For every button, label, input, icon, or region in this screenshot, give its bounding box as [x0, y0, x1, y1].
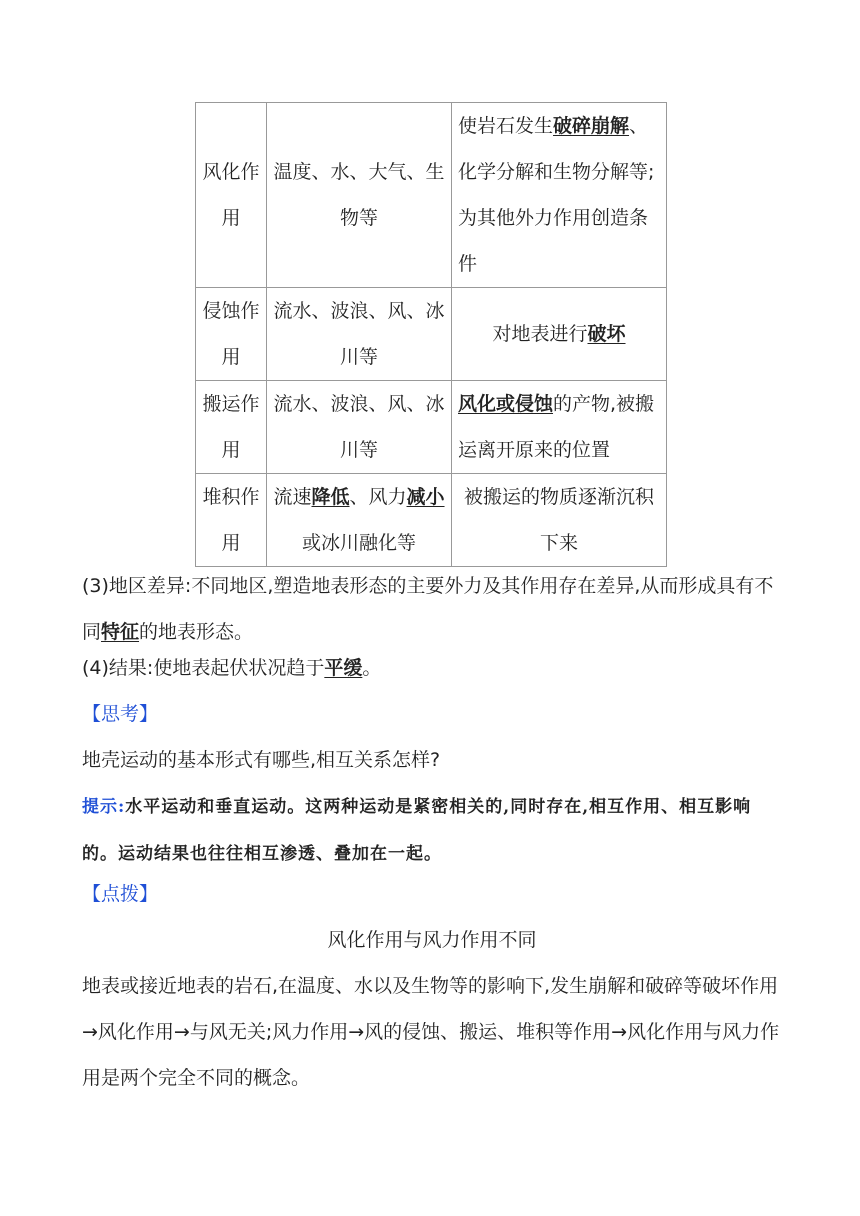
factor-text: 流水、波浪、风、冰川等	[273, 300, 445, 368]
tip-heading: 【点拨】	[82, 883, 159, 905]
cell-effect	[452, 381, 667, 474]
cell-effect	[452, 103, 667, 288]
p4-keyword: 平缓	[324, 657, 363, 679]
p3-text: (3)地区差异:不同地区,塑造地表形态的主要外力及其作用存在差异,从而形成具有不同	[82, 575, 774, 643]
p4-text: (4)结果:使地表起伏状况趋于	[82, 657, 325, 679]
effect-keyword: 风化或侵蚀	[458, 393, 554, 415]
table-row	[196, 381, 667, 474]
cell-process-name: 堆积作用	[196, 474, 267, 567]
cell-process-name: 风化作用	[196, 103, 267, 288]
effect-text: 的产物,被搬运离开原来的位置	[458, 393, 655, 461]
cell-process-name: 侵蚀作用	[196, 288, 267, 381]
p3-text: 的地表形态。	[139, 621, 254, 643]
factor-keyword: 减小	[406, 486, 445, 508]
hint-text: 水平运动和垂直运动。这两种运动是紧密相关的,同时存在,相互作用、相互影响的。运动结果也往往相互渗透、叠加在一起。	[82, 797, 752, 864]
effect-text: 对地表进行	[492, 323, 588, 345]
think-hint	[82, 783, 782, 877]
effect-text: 、化学分解和生物分解等;为其他外力作用创造条件	[458, 115, 655, 275]
table-row	[196, 288, 667, 381]
factor-text: 温度、水、大气、生物等	[273, 161, 445, 229]
external-forces-table	[195, 102, 667, 567]
effect-text: 使岩石发生	[458, 115, 554, 137]
cell-process-name: 搬运作用	[196, 381, 267, 474]
hint-label: 提示:	[82, 797, 126, 817]
table-row	[196, 103, 667, 288]
paragraph-regional-difference	[82, 563, 782, 655]
factor-text: 流水、波浪、风、冰川等	[273, 393, 445, 461]
paragraph-result	[82, 645, 782, 691]
cell-factors	[267, 474, 452, 567]
effect-keyword: 破碎崩解	[553, 115, 630, 137]
tip-title: 风化作用与风力作用不同	[327, 929, 537, 951]
table-row	[196, 474, 667, 567]
cell-effect	[452, 288, 667, 381]
factor-text: 流速	[273, 486, 312, 508]
p4-text: 。	[362, 657, 382, 679]
cell-effect	[452, 474, 667, 567]
p3-keyword: 特征	[101, 621, 140, 643]
factor-keyword: 降低	[311, 486, 350, 508]
cell-factors	[267, 103, 452, 288]
think-question: 地壳运动的基本形式有哪些,相互关系怎样?	[82, 749, 441, 771]
cell-factors	[267, 381, 452, 474]
tip-body: 地表或接近地表的岩石,在温度、水以及生物等的影响下,发生崩解和破碎等破坏作用→风化作用→与风无关;风力作用→风的侵蚀、搬运、堆积等作用→风化作用与风力作用是两个完全不同的概念。	[82, 975, 780, 1089]
think-heading: 【思考】	[82, 703, 159, 725]
factor-text: 、风力	[349, 486, 407, 508]
factor-text: 或冰川融化等	[301, 532, 416, 554]
effect-text: 被搬运的物质逐渐沉积下来	[463, 486, 654, 554]
cell-factors	[267, 288, 452, 381]
effect-keyword: 破坏	[587, 323, 626, 345]
